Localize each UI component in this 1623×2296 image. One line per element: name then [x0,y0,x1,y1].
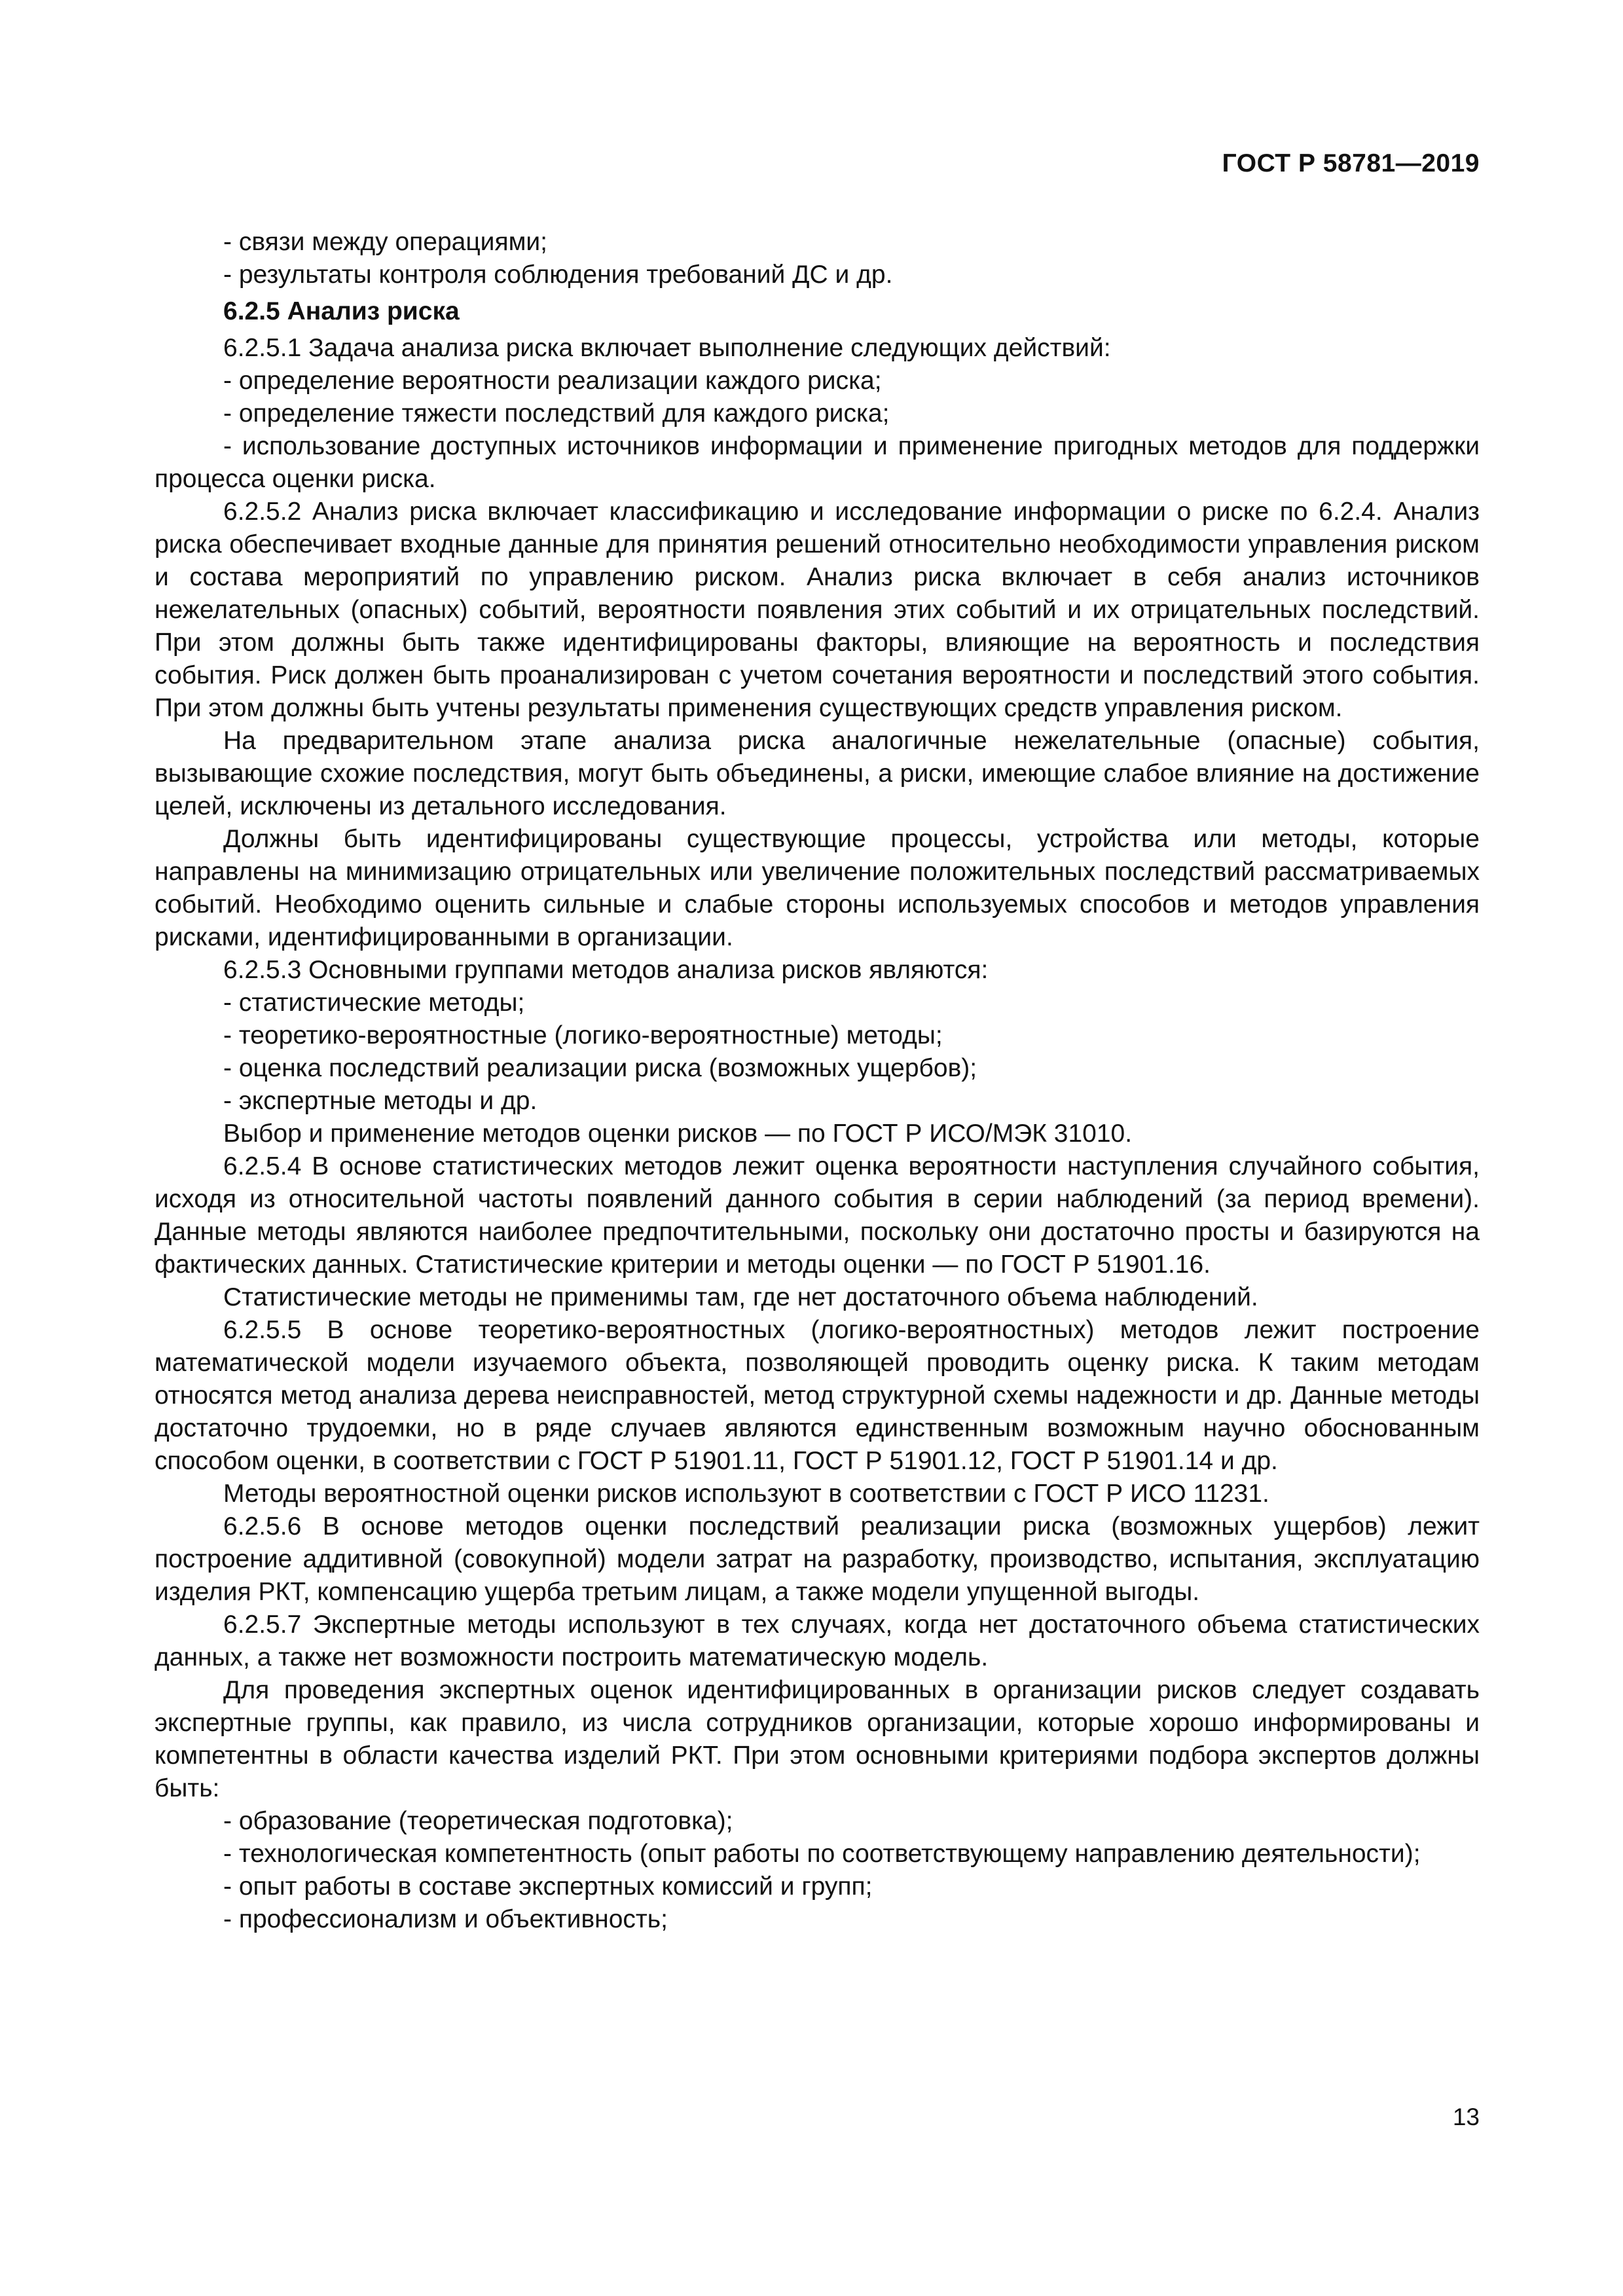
document-body [155,226,1480,1936]
page-number: 13 [1452,2104,1480,2130]
paragraph: 6.2.5.6 В основе методов оценки последствий реализации риска (возможных ущербов) лежит построение аддитивной (совокупной) модели затрат на разработку, производство, испытания, эксплуатацию изделия РКТ, компенсацию ущерба третьим лицам, а также модели упущенной выгоды. [155,1512,1480,1606]
paragraph: Статистические методы не применимы там, где нет достаточного объема наблюдений. [223,1283,1258,1311]
paragraph: Выбор и применение методов оценки рисков — по ГОСТ Р ИСО/МЭК 31010. [223,1120,1133,1148]
list-item: - результаты контроля соблюдения требований ДС и др. [223,261,893,289]
paragraph: 6.2.5.4 В основе статистических методов лежит оценка вероятности наступления случайного события, исходя из относительной частоты появлений данного события в серии наблюдений (за период времени). Данные методы являются наиболее предпочтительными, поскольку они достаточно просты и базируются на фактических данных. Статистические критерии и методы оценки — по ГОСТ Р 51901.16. [155,1152,1480,1279]
list-item: - определение вероятности реализации каждого риска; [223,367,882,395]
list-item: - опыт работы в составе экспертных комиссий и групп; [223,1872,873,1901]
paragraph: Должны быть идентифицированы существующие процессы, устройства или методы, которые направлены на минимизацию отрицательных или увеличение положительных последствий рассматриваемых событий. Необходимо оценить сильные и слабые стороны используемых способов и методов управления рисками, идентифицированными в организации. [155,825,1480,951]
section-heading: 6.2.5 Анализ риска [223,297,460,325]
list-item: - определение тяжести последствий для каждого риска; [223,399,890,428]
list-item: - использование доступных источников информации и применение пригодных методов для поддержки процесса оценки риска. [155,432,1480,493]
list-item: - связи между операциями; [223,228,548,256]
list-item: - теоретико-вероятностные (логико-вероятностные) методы; [223,1021,943,1049]
list-item: - технологическая компетентность (опыт работы по соответствующему направлению деятельности); [223,1840,1421,1868]
list-item: - образование (теоретическая подготовка); [223,1807,733,1835]
list-item: - статистические методы; [223,989,525,1017]
paragraph: На предварительном этапе анализа риска аналогичные нежелательные (опасные) события, вызывающие схожие последствия, могут быть объединены, а риски, имеющие слабое влияние на достижение целей, исключены из детального исследования. [155,727,1480,820]
paragraph: 6.2.5.3 Основными группами методов анализа рисков являются: [223,956,989,984]
list-item: - профессионализм и объективность; [223,1905,668,1933]
paragraph: 6.2.5.7 Экспертные методы используют в тех случаях, когда нет достаточного объема статистических данных, а также нет возможности построить математическую модель. [155,1611,1480,1671]
list-item: - экспертные методы и др. [223,1087,538,1115]
list-item: - оценка последствий реализации риска (возможных ущербов); [223,1054,977,1082]
paragraph: 6.2.5.2 Анализ риска включает классификацию и исследование информации о риске по 6.2.4. Анализ риска обеспечивает входные данные для принятия решений относительно необходимости управления риском и состава мероприятий по управлению риском. Анализ риска включает в себя анализ источников нежелательных (опасных) событий, вероятности появления этих событий и их отрицательных последствий. При этом должны быть также идентифицированы факторы, влияющие на вероятность и последствия события. Риск должен быть проанализирован с учетом сочетания вероятности и последствий этого события. При этом должны быть учтены результаты применения существующих средств управления риском. [155,498,1480,722]
paragraph: 6.2.5.5 В основе теоретико-вероятностных (логико-вероятностных) методов лежит построение математической модели изучаемого объекта, позволяющей проводить оценку риска. К таким методам относятся метод анализа дерева неисправностей, метод структурной схемы надежности и др. Данные методы достаточно трудоемки, но в ряде случаев являются единственным возможным научно обоснованным способом оценки, в соответствии с ГОСТ Р 51901.11, ГОСТ Р 51901.12, ГОСТ Р 51901.14 и др. [155,1316,1480,1475]
paragraph: Методы вероятностной оценки рисков используют в соответствии с ГОСТ Р ИСО 11231. [223,1480,1269,1508]
paragraph: 6.2.5.1 Задача анализа риска включает выполнение следующих действий: [223,334,1111,362]
document-code-header: ГОСТ Р 58781—2019 [1222,149,1480,177]
paragraph: Для проведения экспертных оценок идентифицированных в организации рисков следует создавать экспертные группы, как правило, из числа сотрудников организации, которые хорошо информированы и компетентны в области качества изделий РКТ. При этом основными критериями подбора экспертов должны быть: [155,1676,1480,1802]
